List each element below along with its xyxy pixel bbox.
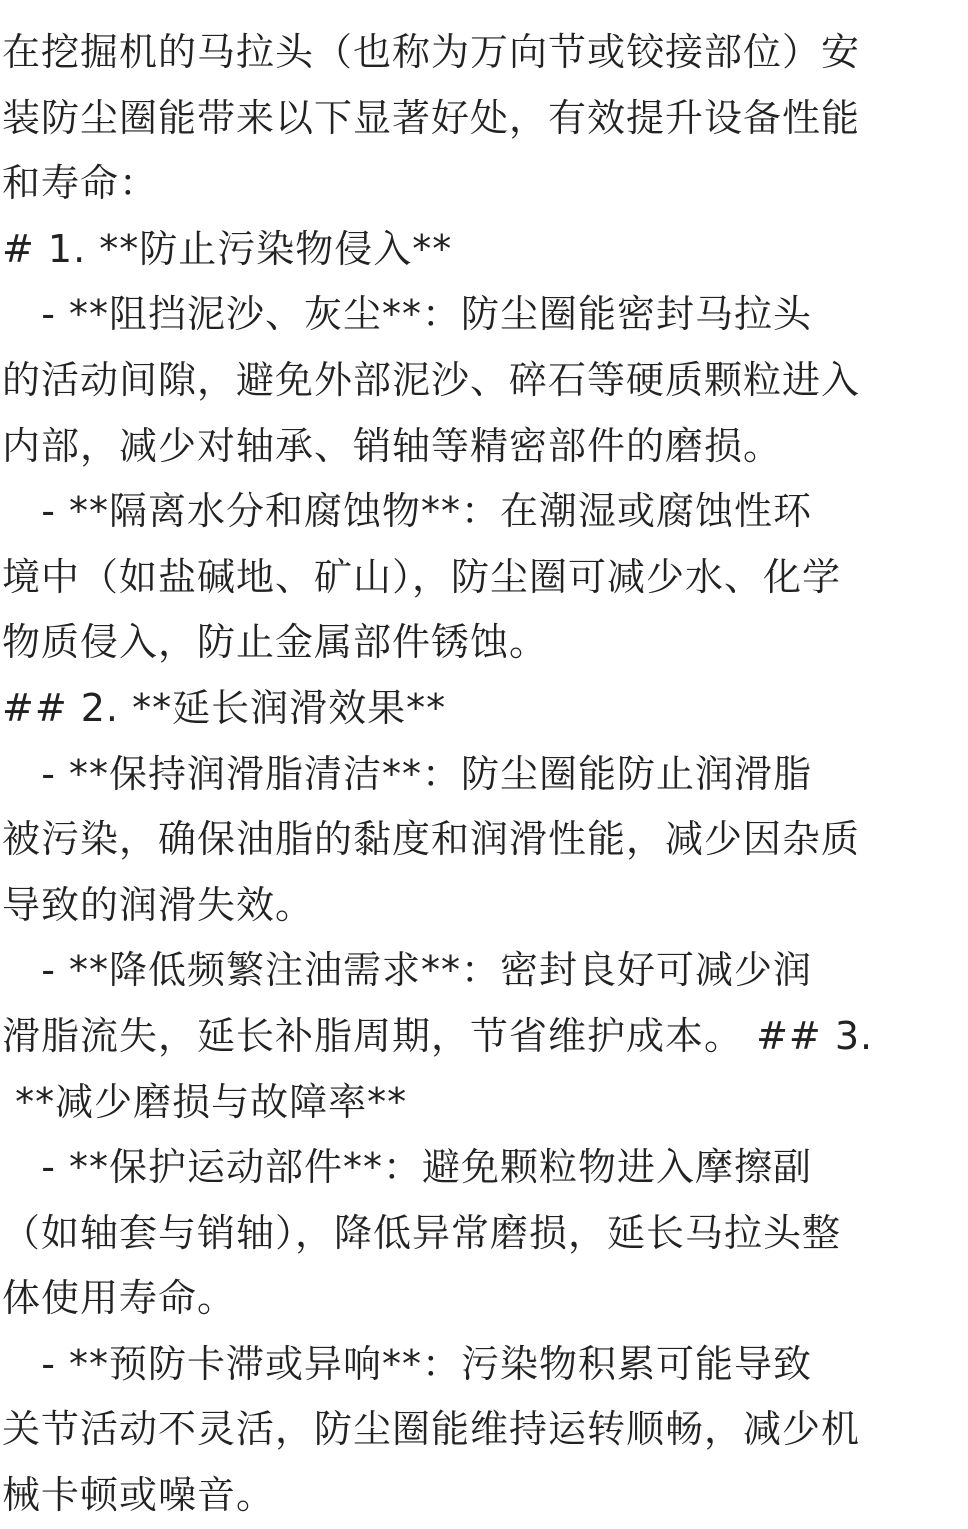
text-line: 内部，减少对轴承、销轴等精密部件的磨损。 (2, 423, 783, 468)
text-line: 导致的润滑失效。 (2, 882, 315, 927)
text-line: - **保持润滑脂清洁**：防尘圈能防止润滑脂 (2, 751, 813, 796)
text-line: 境中（如盐碱地、矿山），防尘圈可减少水、化学 (2, 554, 842, 599)
text-line: 体使用寿命。 (2, 1276, 237, 1321)
heading-line: **减少磨损与故障率** (2, 1079, 408, 1124)
text-line: 在挖掘机的马拉头（也称为万向节或铰接部位）安 (2, 30, 861, 74)
text-line: 滑脂流失，延长补脂周期，节省维护成本。 ## 3. (2, 1013, 874, 1058)
text-line: 关节活动不灵活，防尘圈能维持运转顺畅，减少机 (2, 1407, 861, 1452)
text-line: - **阻挡泥沙、灰尘**：防尘圈能密封马拉头 (2, 292, 813, 337)
text-line: - **降低频繁注油需求**：密封良好可减少润 (2, 948, 813, 993)
heading-line: # 1. **防止污染物侵入** (2, 226, 453, 271)
text-line: - **隔离水分和腐蚀物**：在潮湿或腐蚀性环 (2, 489, 813, 534)
text-line: 物质侵入，防止金属部件锈蚀。 (2, 620, 549, 665)
text-line: 和寿命： (2, 161, 159, 206)
text-line: 被污染，确保油脂的黏度和润滑性能，减少因杂质 (2, 817, 861, 862)
text-line: 的活动间隙，避免外部泥沙、碎石等硬质颗粒进入 (2, 357, 861, 402)
document-text (2, 20, 964, 1529)
text-line: 装防尘圈能带来以下显著好处，有效提升设备性能 (2, 95, 861, 140)
text-line: 械卡顿或噪音。 (2, 1473, 276, 1518)
text-line: - **预防卡滞或异响**：污染物积累可能导致 (2, 1341, 813, 1386)
heading-line: ## 2. **延长润滑效果** (2, 685, 447, 730)
text-line: - **保护运动部件**：避免颗粒物进入摩擦副 (2, 1145, 813, 1190)
text-line: （如轴套与销轴），降低异常磨损，延长马拉头整 (2, 1210, 842, 1255)
